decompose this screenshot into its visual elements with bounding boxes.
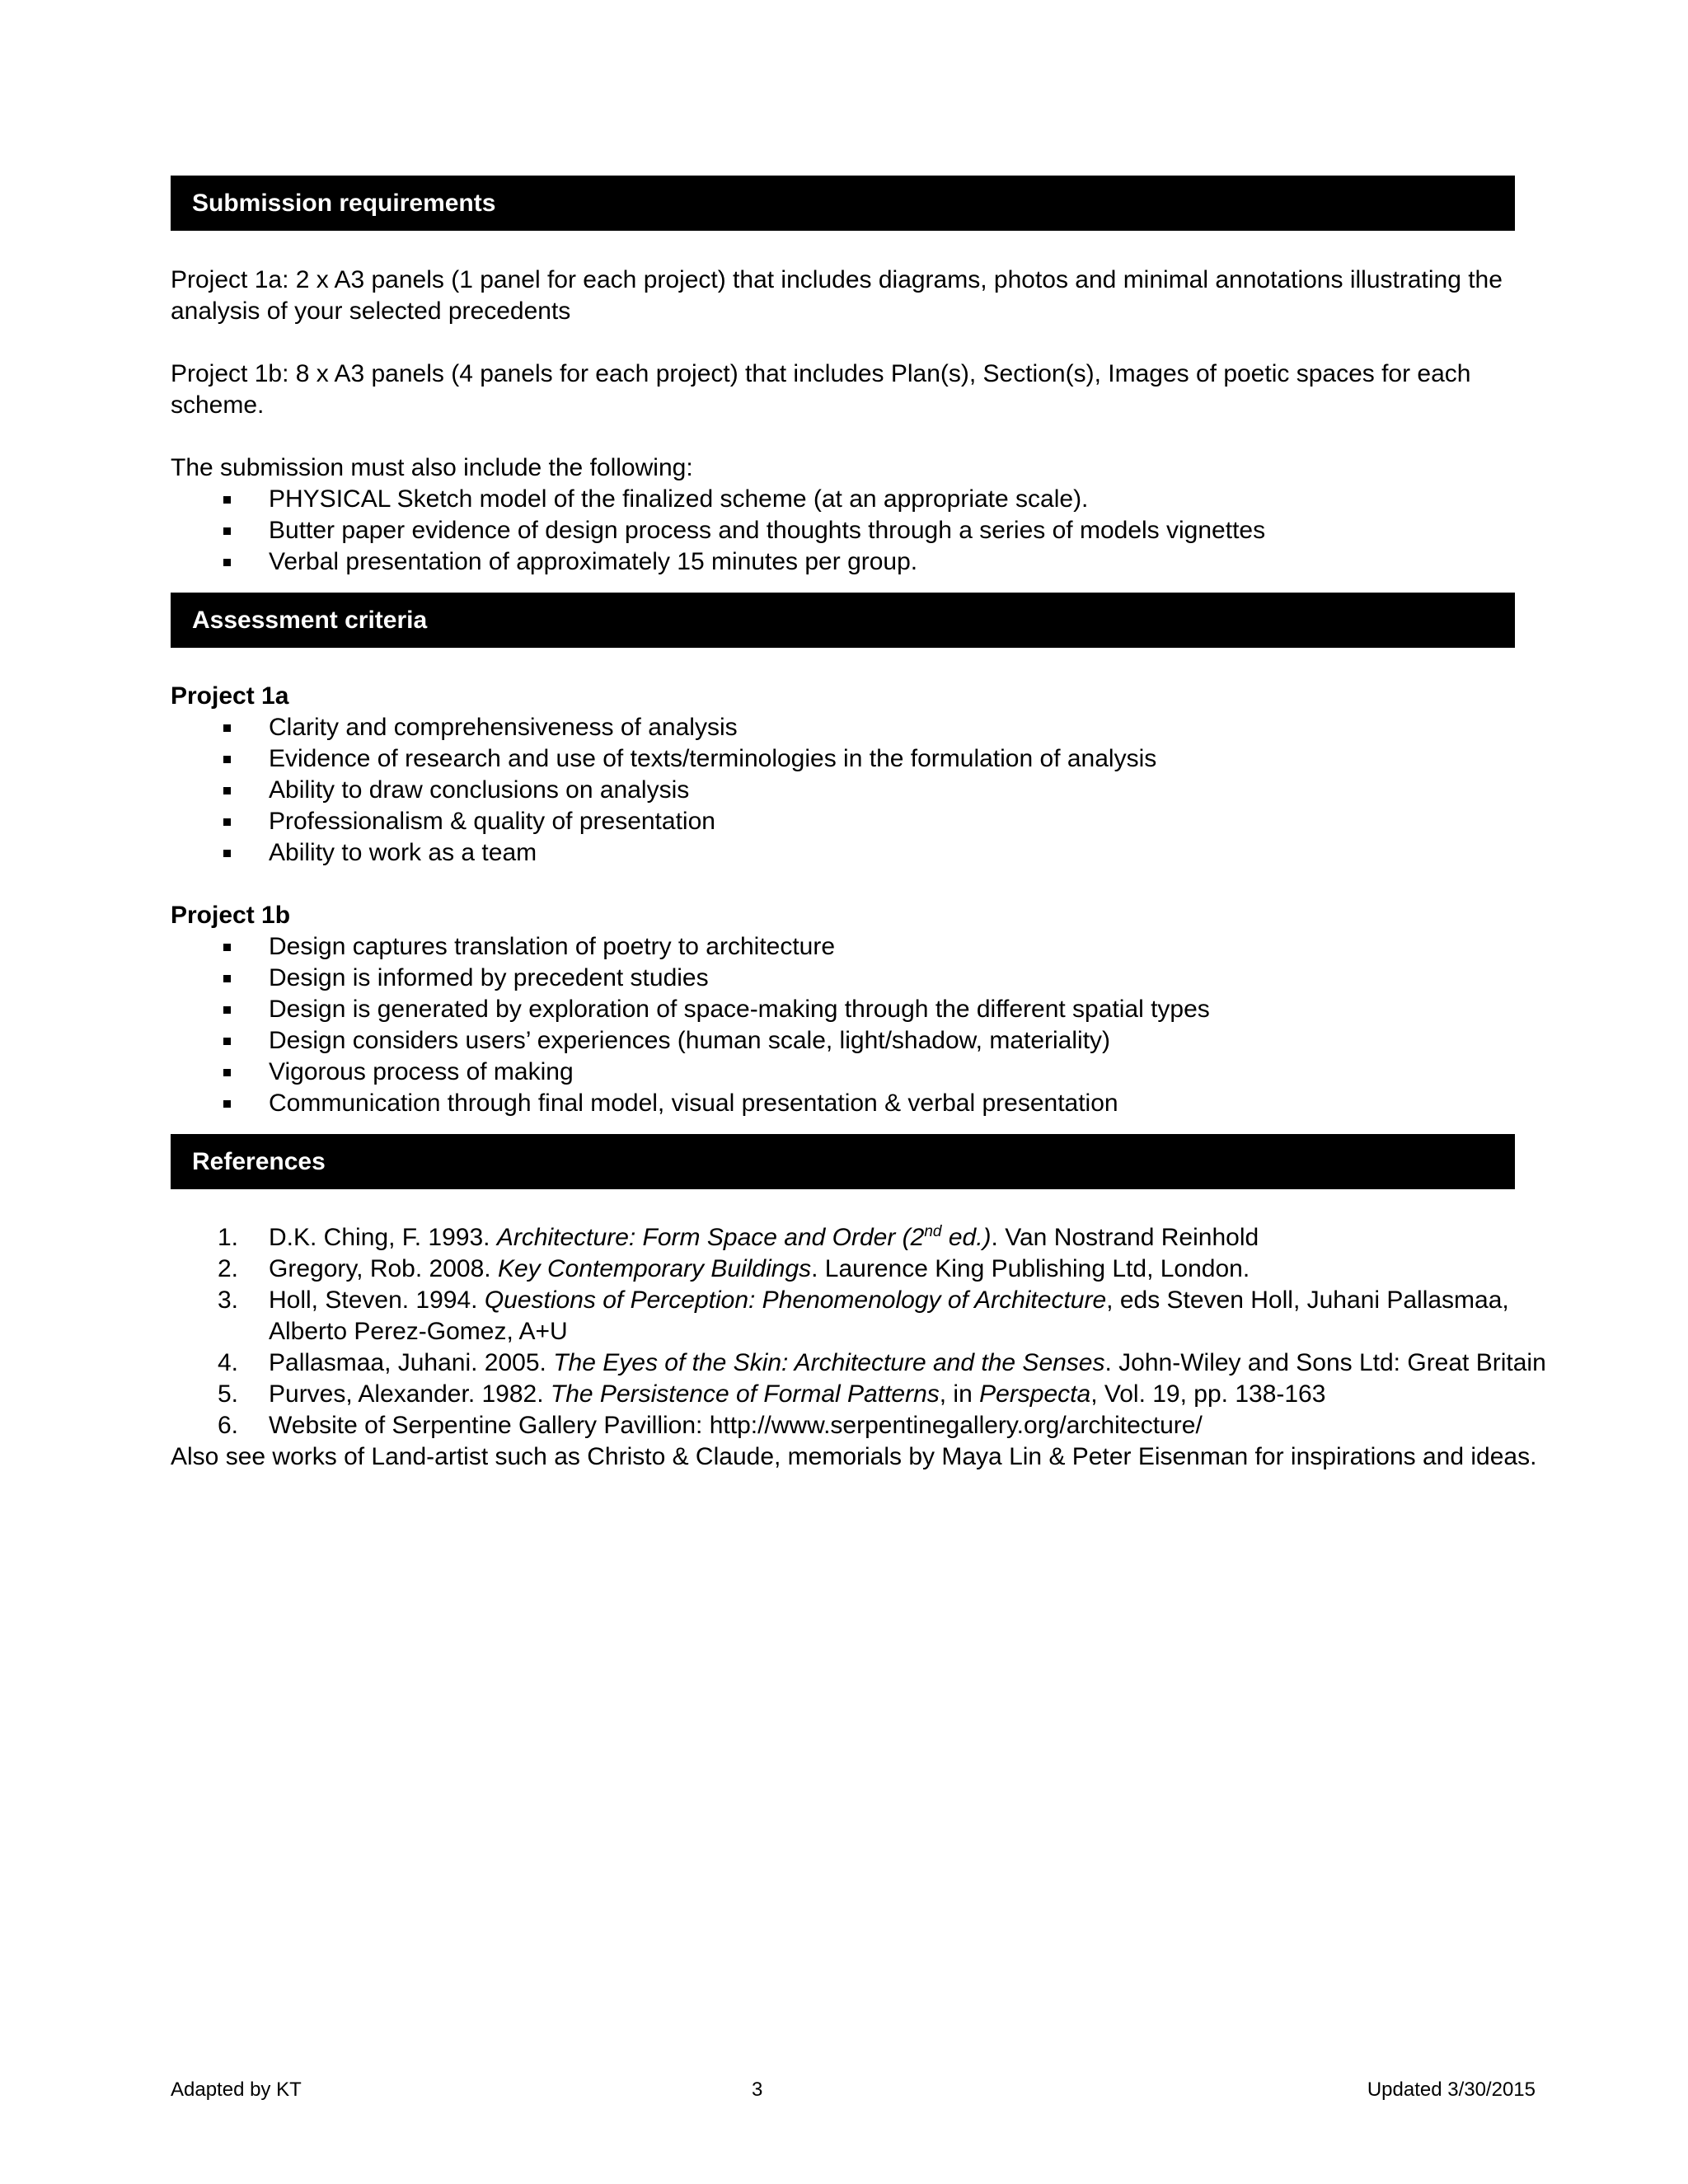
bullet-icon [223,496,231,504]
project-1a-criteria-list [171,712,1547,869]
submission-paragraph-1a: Project 1a: 2 x A3 panels (1 panel for each project) that includes diagrams, photos and minimal annotations illustrating the analysis of your selected precedents [171,266,1503,325]
reference-item: 5. Purves, Alexander. 1982. The Persistence of Formal Patterns, in Perspecta, Vol. 19, pp. 138-163 [218,1380,1326,1408]
list-item: Communication through final model, visual presentation & verbal presentation [171,1088,1547,1119]
section-heading-submission: Submission requirements [171,176,1515,231]
reference-item: 6. Website of Serpentine Gallery Pavillion: http://www.serpentinegallery.org/architecture/ [218,1412,1203,1439]
project-1a-title: Project 1a [171,682,289,710]
list-item: Vigorous process of making [171,1057,1547,1088]
footer-updated-date: Updated 3/30/2015 [1367,2079,1536,2101]
submission-paragraph-intro: The submission must also include the following: [171,454,693,481]
bullet-icon [223,1100,231,1108]
list-item: Evidence of research and use of texts/terminologies in the formulation of analysis [171,743,1547,775]
project-1b-criteria-list [171,931,1547,1119]
footer-author: Adapted by KT [171,2079,302,2101]
list-item: Ability to work as a team [171,837,1547,869]
list-item: PHYSICAL Sketch model of the finalized scheme (at an appropriate scale). [171,484,1547,515]
page-number: 3 [752,2079,763,2101]
bullet-icon [223,559,231,566]
bullet-icon [223,1006,231,1014]
section-heading-references: References [171,1134,1515,1189]
references-list [171,1222,1547,1441]
reference-item: 2. Gregory, Rob. 2008. Key Contemporary Buildings. Laurence King Publishing Ltd, London. [218,1255,1250,1282]
submission-list [171,484,1547,578]
project-1b-title: Project 1b [171,902,291,929]
list-item: Design is informed by precedent studies [171,963,1547,994]
list-item: Clarity and comprehensiveness of analysis [171,712,1547,743]
bullet-icon [223,975,231,982]
list-item: Verbal presentation of approximately 15 minutes per group. [171,546,1547,578]
document-body [171,176,1547,1473]
bullet-icon [223,818,231,826]
bullet-icon [223,850,231,857]
list-item: Design is generated by exploration of space-making through the different spatial types [171,994,1547,1025]
list-item: Butter paper evidence of design process and thoughts through a series of models vignettes [171,515,1547,546]
list-item: Professionalism & quality of presentation [171,806,1547,837]
bullet-icon [223,787,231,794]
list-item: Design considers users’ experiences (human scale, light/shadow, materiality) [171,1025,1547,1057]
bullet-icon [223,756,231,763]
references-note: Also see works of Land-artist such as Christo & Claude, memorials by Maya Lin & Peter Eisenman for inspirations and ideas. [171,1443,1537,1470]
reference-item: 3. Holl, Steven. 1994. Questions of Perception: Phenomenology of Architecture, eds Steven Holl, Juhani Pallasmaa, Alberto Perez-Gomez, A+U [218,1286,1509,1345]
bullet-icon [223,724,231,732]
reference-item: 4. Pallasmaa, Juhani. 2005. The Eyes of the Skin: Architecture and the Senses. John-Wiley and Sons Ltd: Great Britain [218,1349,1546,1376]
reference-item: 1. D.K. Ching, F. 1993. Architecture: Form Space and Order (2nd ed.). Van Nostrand Reinhold [218,1223,1259,1251]
bullet-icon [223,944,231,951]
list-item: Ability to draw conclusions on analysis [171,775,1547,806]
submission-paragraph-1b: Project 1b: 8 x A3 panels (4 panels for each project) that includes Plan(s), Section(s), Images of poetic spaces for each scheme. [171,360,1471,419]
bullet-icon [223,1069,231,1076]
bullet-icon [223,1038,231,1045]
section-heading-assessment: Assessment criteria [171,593,1515,648]
list-item: Design captures translation of poetry to architecture [171,931,1547,963]
bullet-icon [223,527,231,535]
